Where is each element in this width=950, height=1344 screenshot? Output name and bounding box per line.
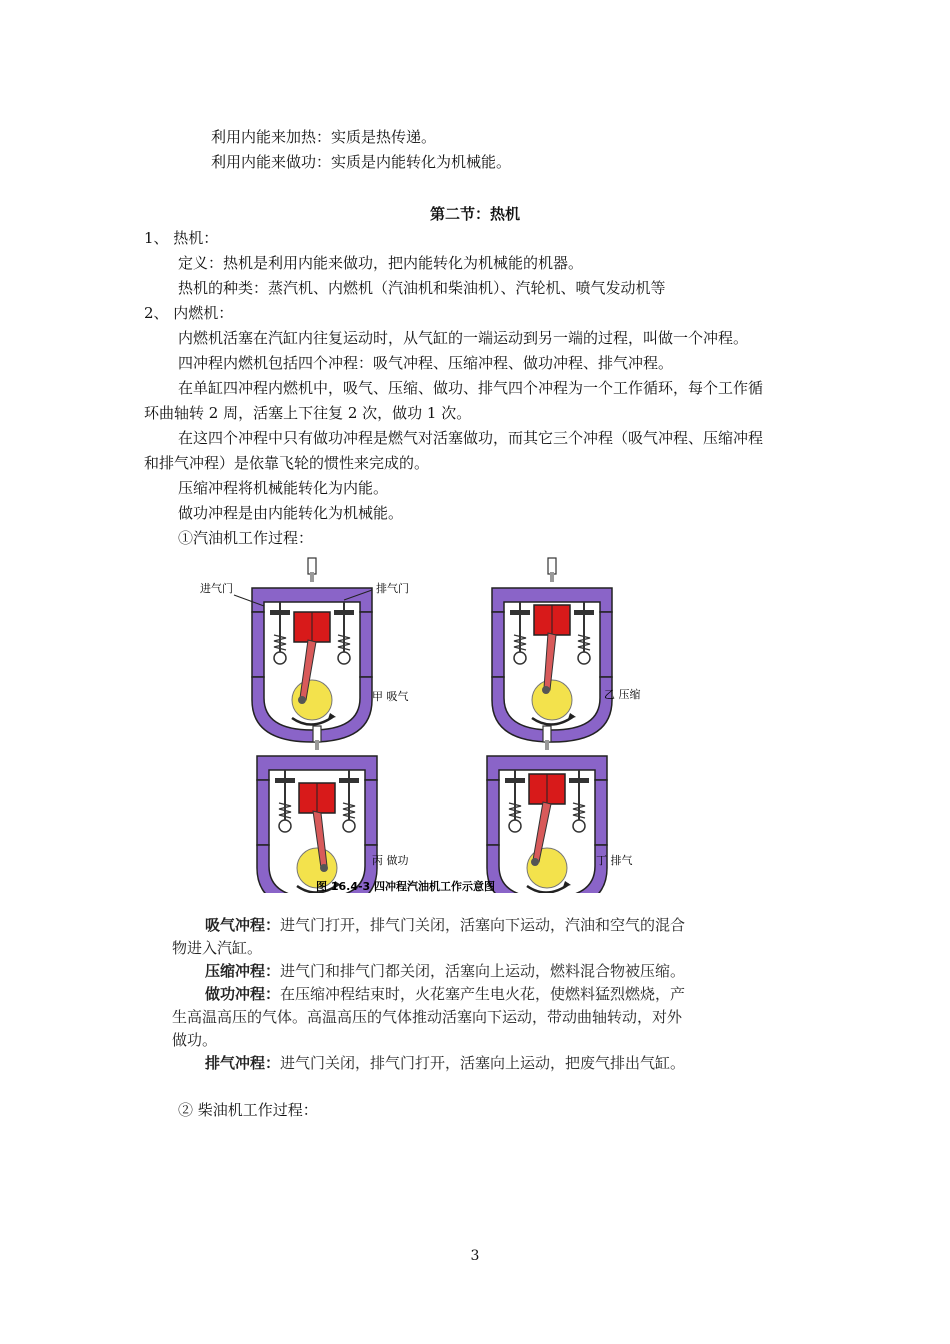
intro-line-heating: 利用内能来加热：实质是热传递。 bbox=[211, 128, 437, 146]
heat-engine-types: 热机的种类：蒸汽机、内燃机（汽油机和柴油机）、汽轮机、喷气发动机等 bbox=[178, 279, 666, 297]
intake-stroke-line1 bbox=[172, 914, 747, 937]
compress-stroke-line bbox=[172, 960, 747, 983]
section-title: 第二节：热机 bbox=[429, 205, 520, 223]
panel-b-label: 乙 压缩 bbox=[604, 688, 641, 701]
power-stroke-line2: 和排气冲程）是依靠飞轮的惯性来完成的。 bbox=[144, 454, 430, 472]
power-stroke-title: 做功冲程： bbox=[205, 985, 281, 1003]
work-cycle-line2: 环曲轴转 2 周，活塞上下往复 2 次，做功 1 次。 bbox=[144, 404, 472, 422]
power-stroke-line1: 在这四个冲程中只有做功冲程是燃气对活塞做功，而其它三个冲程（吸气冲程、压缩冲程 bbox=[178, 429, 764, 447]
exhaust-stroke-title: 排气冲程： bbox=[205, 1054, 281, 1072]
work-cycle-line1: 在单缸四冲程内燃机中，吸气、压缩、做功、排气四个冲程为一个工作循环，每个工作循 bbox=[178, 379, 764, 397]
panel-a-label: 甲 吸气 bbox=[372, 690, 409, 703]
exhaust-valve-label: 排气门 bbox=[376, 582, 409, 595]
four-stroke-diagram bbox=[172, 548, 677, 893]
page-number: 3 bbox=[470, 1248, 480, 1264]
power-conversion: 做功冲程是由内能转化为机械能。 bbox=[178, 504, 404, 522]
power-stroke-text: 在压缩冲程结束时，火花塞产生电火花，使燃料猛烈燃烧，产 bbox=[280, 985, 686, 1003]
panel-c-label: 丙 做功 bbox=[372, 854, 409, 867]
power-stroke-line2: 生高温高压的气体。高温高压的气体推动活塞向下运动，带动曲轴转动，对外 bbox=[172, 1008, 683, 1026]
compress-stroke-title: 压缩冲程： bbox=[205, 962, 281, 980]
compress-stroke-text: 进气门和排气门都关闭，活塞向上运动，燃料混合物被压缩。 bbox=[280, 962, 686, 980]
intake-valve-label: 进气门 bbox=[200, 582, 233, 595]
figure-caption: 图 16.4-3 四冲程汽油机工作示意图 bbox=[316, 880, 496, 893]
intro-line-work: 利用内能来做功：实质是内能转化为机械能。 bbox=[211, 153, 512, 171]
exhaust-stroke-line bbox=[172, 1052, 747, 1075]
panel-d-label: 丁 排气 bbox=[596, 854, 633, 867]
power-stroke-line3: 做功。 bbox=[172, 1031, 218, 1049]
stroke-descriptions bbox=[172, 914, 747, 1075]
compression-conversion: 压缩冲程将机械能转化为内能。 bbox=[178, 479, 389, 497]
diesel-engine-label: ② 柴油机工作过程： bbox=[178, 1101, 318, 1119]
intake-stroke-title: 吸气冲程： bbox=[205, 916, 281, 934]
stroke-definition: 内燃机活塞在汽缸内往复运动时，从气缸的一端运动到另一端的过程，叫做一个冲程。 bbox=[178, 329, 749, 347]
four-strokes: 四冲程内燃机包括四个冲程：吸气冲程、压缩冲程、做功冲程、排气冲程。 bbox=[178, 354, 674, 372]
item1-label: 1、 热机： bbox=[144, 229, 219, 247]
item2-label: 2、 内燃机： bbox=[144, 304, 234, 322]
gasoline-engine-figure bbox=[172, 548, 677, 893]
intake-stroke-line2: 物进入汽缸。 bbox=[172, 939, 263, 957]
gasoline-engine-label: ①汽油机工作过程： bbox=[178, 529, 314, 547]
intake-stroke-text: 进气门打开，排气门关闭，活塞向下运动，汽油和空气的混合 bbox=[280, 916, 686, 934]
exhaust-stroke-text: 进气门关闭，排气门打开，活塞向上运动，把废气排出气缸。 bbox=[280, 1054, 686, 1072]
heat-engine-definition: 定义：热机是利用内能来做功，把内能转化为机械能的机器。 bbox=[178, 254, 584, 272]
power-stroke-line1 bbox=[172, 983, 747, 1006]
